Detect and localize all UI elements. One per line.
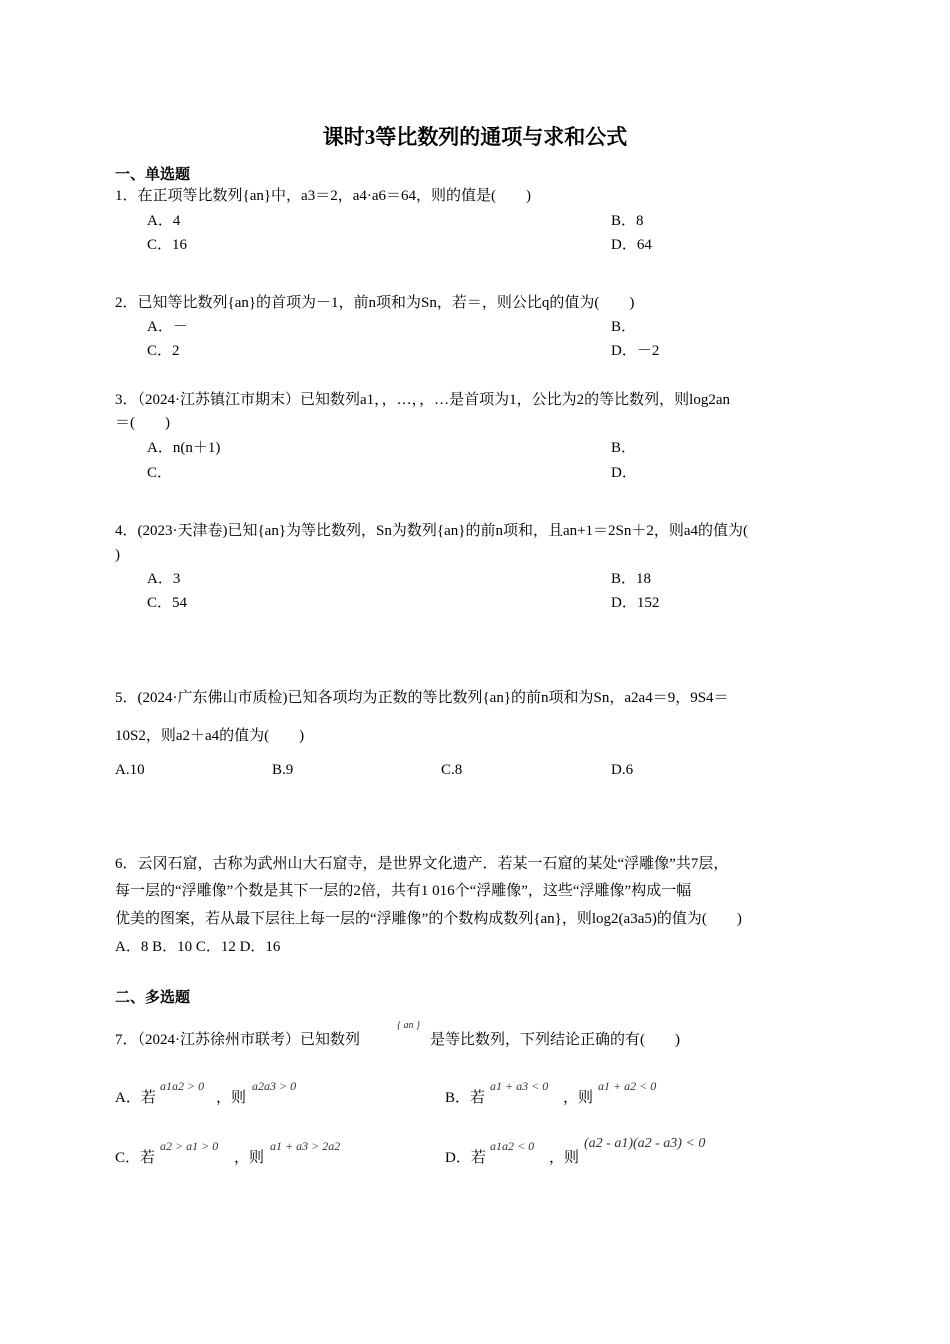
question-7-option-b-then: ，则 <box>563 1090 594 1106</box>
question-7-option-a-conclusion: a2a3 > 0 <box>252 1079 297 1093</box>
question-7-option-a-condition: a1a2 > 0 <box>160 1079 205 1093</box>
question-7-option-a-prefix: A．若 <box>115 1090 156 1106</box>
section-multi-choice: 二、多选题 <box>115 990 191 1006</box>
question-5-stem-line-2: 10S2，则a2＋a4的值为( ) <box>115 728 305 744</box>
question-6-options: A．8 B．10 C．12 D．16 <box>115 939 281 955</box>
question-4-option-b: B．18 <box>611 571 652 587</box>
question-2-option-c: C．2 <box>147 343 180 359</box>
question-6-line-1: 6．云冈石窟，古称为武州山大石窟寺，是世界文化遗产．若某一石窟的某处“浮雕像”共7层， <box>115 856 729 872</box>
question-2-option-d: D．－2 <box>611 343 660 359</box>
question-3-stem-line-2: ＝( ) <box>115 415 170 431</box>
question-7-option-b-prefix: B．若 <box>445 1090 486 1106</box>
question-5-stem-line-1: 5．(2024·广东佛山市质检)已知各项均为正数的等比数列{an}的前n项和为Sn，a2a4＝9，9S4＝ <box>115 690 729 706</box>
question-2-option-b: B． <box>611 319 637 335</box>
question-1-option-d: D．64 <box>611 237 652 253</box>
question-4-stem-line-1: 4．(2023·天津卷)已知{an}为等比数列，Sn为数列{an}的前n项和，且an+1＝2Sn＋2，则a4的值为( <box>115 523 749 539</box>
question-7-option-c-then: ，则 <box>234 1150 265 1166</box>
question-3-option-a: A．n(n＋1) <box>147 440 221 456</box>
question-7-option-b-conclusion: a1 + a2 < 0 <box>598 1079 657 1093</box>
question-7-option-d-condition: a1a2 < 0 <box>490 1139 535 1153</box>
question-7-option-d-conclusion: (a2 - a1)(a2 - a3) < 0 <box>584 1136 706 1151</box>
page-title: 课时3等比数列的通项与求和公式 <box>322 125 628 149</box>
question-3-option-d: D． <box>611 465 637 481</box>
question-5-option-c: C.8 <box>441 762 463 778</box>
question-7-option-c-conclusion: a1 + a3 > 2a2 <box>270 1139 341 1153</box>
question-6-line-3: 优美的图案，若从最下层往上每一层的“浮雕像”的个数构成数列{an}，则log2(a3a5)的值为( ) <box>115 911 742 927</box>
question-7-option-c-condition: a2 > a1 > 0 <box>160 1139 219 1153</box>
question-2-stem: 2．已知等比数列{an}的首项为－1，前n项和为Sn，若＝，则公比q的值为( ) <box>115 295 635 311</box>
question-4-option-c: C．54 <box>147 595 188 611</box>
question-2-option-a: A．－ <box>147 319 188 335</box>
question-3-stem-line-1: 3．（2024·江苏镇江市期末）已知数列a1，，…，，…是首项为1，公比为2的等比数列，则log2an <box>115 392 730 408</box>
question-1-option-a: A．4 <box>147 213 181 229</box>
question-7-option-c-prefix: C．若 <box>115 1150 156 1166</box>
question-6-line-2: 每一层的“浮雕像”个数是其下一层的2倍，共有1 016个“浮雕像”，这些“浮雕像”构成一幅 <box>115 883 692 899</box>
question-1-stem: 1．在正项等比数列{an}中，a3＝2，a4·a6＝64，则的值是( ) <box>115 188 532 204</box>
question-1-option-c: C．16 <box>147 237 188 253</box>
section-single-choice: 一、单选题 <box>115 167 191 183</box>
question-5-option-b: B.9 <box>272 762 294 778</box>
question-7-stem-post: 是等比数列，下列结论正确的有( ) <box>430 1032 680 1048</box>
question-7-option-b-condition: a1 + a3 < 0 <box>490 1079 549 1093</box>
question-7-stem-pre: 7．（2024·江苏徐州市联考）已知数列 <box>115 1032 360 1048</box>
question-5-option-d: D.6 <box>611 762 634 778</box>
question-7-option-d-then: ，则 <box>549 1150 580 1166</box>
question-1-option-b: B．8 <box>611 213 644 229</box>
question-5-option-a: A.10 <box>115 762 145 778</box>
question-3-option-b: B． <box>611 440 637 456</box>
question-4-stem-line-2: ) <box>115 547 120 563</box>
question-7-option-a-then: ，则 <box>216 1090 247 1106</box>
question-4-option-d: D．152 <box>611 595 660 611</box>
question-3-option-c: C． <box>147 465 173 481</box>
question-7-sequence-formula: { an } <box>397 1020 420 1031</box>
question-7-option-d-prefix: D．若 <box>445 1150 486 1166</box>
question-4-option-a: A．3 <box>147 571 181 587</box>
